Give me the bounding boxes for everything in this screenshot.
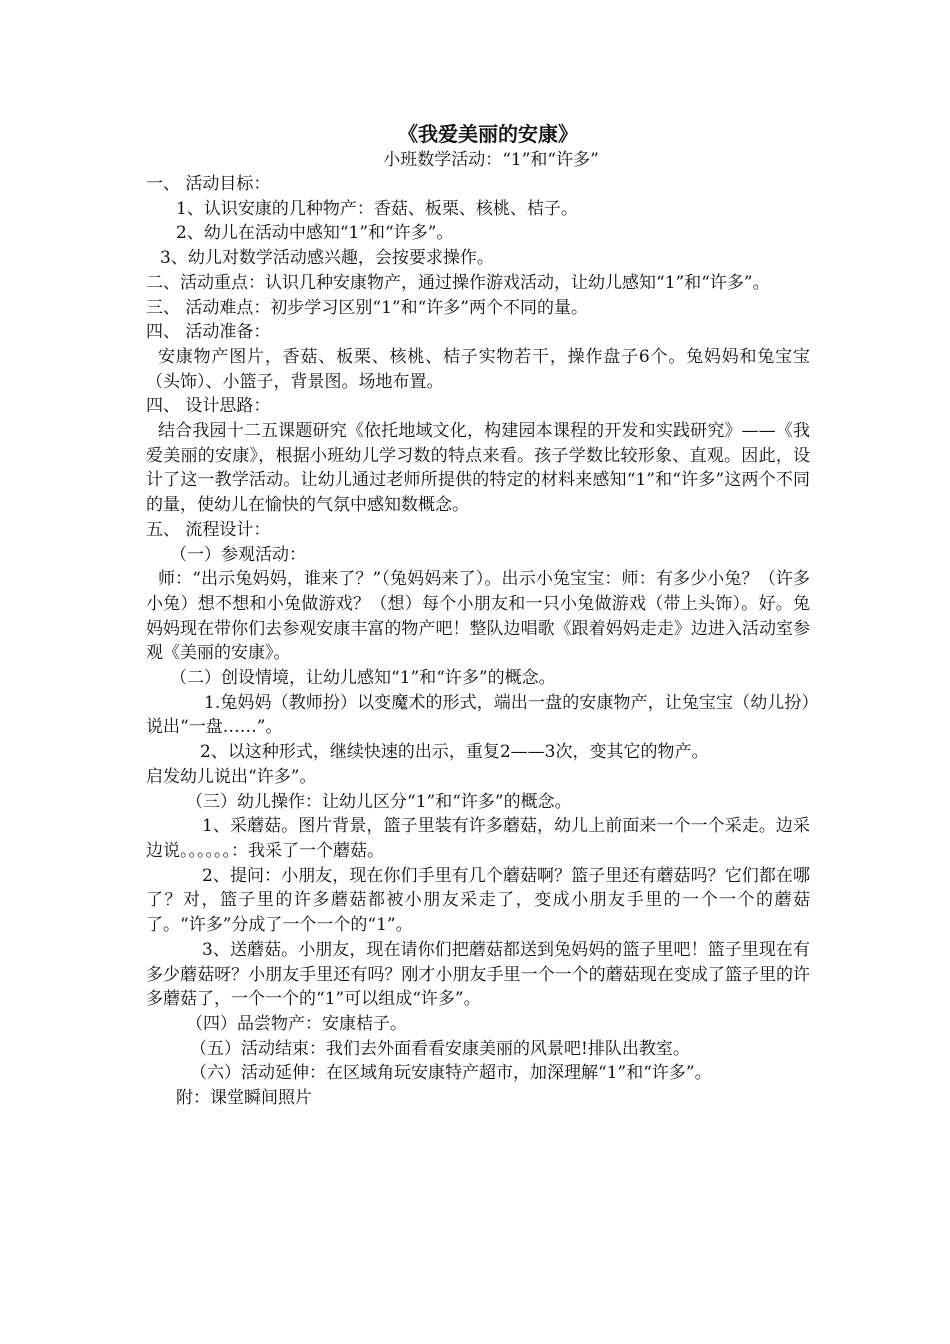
goal-item-1: 1、认识安康的几种物产：香菇、板栗、核桃、桔子。 [176, 198, 578, 219]
process-paragraph-3-3: 3、送蘑菇。小朋友，现在请你们把蘑菇都送到兔妈妈的篮子里吧！篮子里现在有多少蘑菇呀？小朋友手里还有吗？刚才小朋友手里一个一个的蘑菇现在变成了篮子里的许多蘑菇了，一个一个的“1”可以组成“许多”。 [146, 939, 810, 1010]
process-paragraph-3-1: 1、采蘑菇。图片背景，篮子里装有许多蘑菇，幼儿上前面来一个一个采走。边采边说。。。。。。：我采了一个蘑菇。 [146, 816, 810, 861]
process-heading-3: （三）幼儿操作：让幼儿区分“1”和“许多”的概念。 [186, 791, 572, 812]
process-paragraph-1: 师：“出示兔妈妈，谁来了？”（兔妈妈来了）。出示小兔宝宝：师：有多少小兔？（许多小兔）想不想和小兔做游戏？（想）每个小朋友和一只小兔做游戏（带上头饰）。好。兔妈妈现在带你们去参观安康丰富的物产吧！整队边唱歌《跟着妈妈走走》边进入活动室参观《美丽的安康》。 [146, 569, 810, 664]
preparation-paragraph: 安康物产图片，香菇、板栗、核桃、桔子实物若干，操作盘子6个。兔妈妈和兔宝宝（头饰）、小篮子，背景图。场地布置。 [146, 346, 810, 392]
process-paragraph-2-1: 1.兔妈妈（教师扮）以变魔术的形式，端出一盘的安康物产，让兔宝宝（幼儿扮）说出“一盘……”。 [146, 692, 810, 738]
document-subtitle: 小班数学活动：“1”和“许多” [383, 150, 599, 170]
process-heading-6: （六）活动延伸：在区域角玩安康特产超市，加深理解“1”和“许多”。 [190, 1063, 712, 1084]
process-heading-1: （一）参观活动： [170, 544, 306, 565]
process-paragraph-3-2: 2、提问：小朋友，现在你们手里有几个蘑菇啊？篮子里还有蘑菇吗？它们都在哪了？对，篮子里的许多蘑菇都被小朋友采走了，变成小朋友手里的一个一个的蘑菇了。“许多”分成了一个一个的“1”。 [146, 865, 810, 936]
goal-item-3: 3、幼儿对数学活动感兴趣，会按要求操作。 [160, 248, 494, 269]
process-paragraph-2-3: 启发幼儿说出“许多”。 [146, 766, 317, 787]
section-heading-design: 四、 设计思路： [146, 396, 271, 417]
section-heading-process: 五、 流程设计： [146, 519, 271, 540]
process-heading-2: （二）创设情境，让幼儿感知“1”和“许多”的概念。 [170, 668, 556, 689]
process-heading-4: （四）品尝物产：安康桔子。 [186, 1013, 407, 1034]
section-heading-goals: 一、 活动目标： [146, 174, 271, 194]
design-paragraph: 结合我园十二五课题研究《依托地域文化，构建园本课程的开发和实践研究》——《我爱美丽的安康》，根据小班幼儿学习数的特点来看。孩子学数比较形象、直观。因此，设计了这一教学活动。让幼儿通过老师所提供的特定的材料来感知“1”和“许多”这两个不同的量，使幼儿在愉快的气氛中感知数概念。 [146, 421, 810, 516]
process-heading-5: （五）活动结束：我们去外面看看安康美丽的风景吧!排队出教室。 [190, 1038, 690, 1059]
appendix-note: 附：课堂瞬间照片 [176, 1088, 312, 1109]
goal-item-2: 2、幼儿在活动中感知“1”和“许多”。 [176, 223, 454, 244]
section-key-points: 二、活动重点：认识几种安康物产，通过操作游戏活动，让幼儿感知“1”和“许多”。 [146, 272, 770, 293]
document-title: 《我爱美丽的安康》 [398, 122, 578, 146]
process-paragraph-2-2: 2、以这种形式，继续快速的出示，重复2——3次，变其它的物产。 [200, 742, 709, 763]
section-heading-preparation: 四、 活动准备： [146, 322, 271, 343]
section-difficulties: 三、 活动难点：初步学习区别“1”和“许多”两个不同的量。 [146, 297, 588, 318]
